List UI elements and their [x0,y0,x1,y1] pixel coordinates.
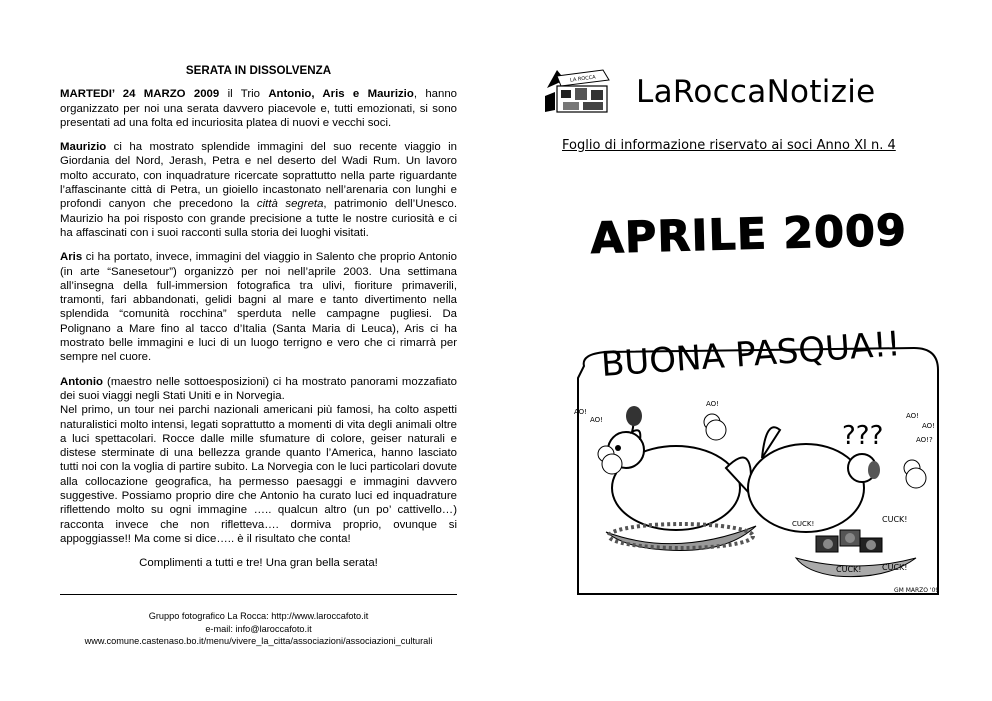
emphasis-italic: città segreta [256,198,324,211]
text-run: ci ha portato, invece, immagini del viaggio in Salento che proprio Antonio (in arte “Sanesetour”) organizzò per noi nell’aprile 2003. Una settimana all’insegna della full-immersion fotografica tra ulivi, fioriture primaverili, tramonti, fari abbandonati, gelidi bagni al mare e tanto divertimento nella splendida “comunità rocchina” sperduta nelle campagne pugliesi. Da Polignano a Mare fino al tacco d’Italia (Santa Maria di Leuca), Aris ci ha mostrato belle immagini e luci di un luogo terrigno e vero che ci rimarrà per sempre nel cuore. [60,251,457,364]
article-column [60,64,457,581]
chick-sound-6: AO!? [916,436,933,444]
text-run: , hanno organizzato per noi una serata davvero piacevole e, tutti emozionati, si sono presentati ad una folta ed incuriosita platea di nuovi e vecchi soci. [60,88,457,129]
article-heading: SERATA IN DISSOLVENZA [185,64,332,77]
chick-sound-5: AO! [922,422,935,430]
question-marks: ??? [842,421,884,451]
paragraph-aris [60,250,457,364]
text-run: (maestro nelle sottoesposizioni) ci ha mostrato panorami mozzafiato dei suoi viaggi negli Stati Uniti e in Norvegia. [60,375,457,402]
paragraph-maurizio [60,140,457,240]
click-sound-4: CUCK! [882,563,908,572]
paragraph-intro [60,87,457,130]
chick-sound-2: AO! [590,416,603,424]
click-sound-2: CUCK! [882,515,908,524]
newsletter-title: LaRoccaNotizie [636,74,876,110]
artist-signature: GM MARZO '09 [894,587,940,594]
footer-email: e-mail: info@laroccafoto.it [205,623,312,634]
emphasis-bold: Antonio, Aris e Maurizio [268,88,414,101]
emphasis-bold: MARTEDI’ 24 MARZO 2009 [60,88,220,101]
text-run: ci ha mostrato splendide immagini del suo recente viaggio in Giordania del Nord, Jerash, Petra e nel deserto del Wadi Rum. Un lavoro molto accurato, con inquadrature ricercate soprattutto nella parte riguardante l’affascinante città di Petra, un gioiello incastonato nell’arenaria con lunghi e profondi canyon che precedono la [60,141,457,211]
click-sound-3: CUCK! [836,565,862,574]
chick-sound-4: AO! [906,412,919,420]
text-run: , patrimonio dell’Unesco. Maurizio ha poi risposto con grande precisione a tutte le nostre curiosità e ci ha affascinati con i suoi racconti sulla storia dei luoghi visitati. [60,198,457,239]
chick-sound-3: AO! [706,400,719,408]
cartoon-greeting: BUONA PASQUA!! [599,324,902,385]
footer-website: Gruppo fotografico La Rocca: http://www.laroccafoto.it [148,611,369,621]
text-run: Nel primo, un tour nei parchi nazionali americani più famosi, ha colto aspetti naturalistici molto intensi, legati soprattutto a momenti di vita degli animali oltre a luci spettacolari. Rocce dalle mille sfumature di colore, geiser naturali e distese sterminate di una bellezza grande quanto l’America, hanno lasciato tutti noi con la voglia di partire subito. La Norvegia con le luci particolari dovute alla collocazione geografica, ha permesso paesaggi e immagini davvero suggestive. Possiamo proprio dire che Antonio ha curato luci ed inquadrature riflettendo molto su ogni immagine ….. qualcun altro (un po’ cattivello…) racconta invece che non rifletteva…. dormiva proprio, ovunque si appoggiasse!! Ma come si dice….. è il risultato che conta! [60,404,457,545]
footer-divider [60,594,457,595]
click-sound-1: CUCK! [792,520,815,528]
text-run: il Trio [219,88,269,101]
newsletter-subtitle: Foglio di informazione riservato ai soci Anno XI n. 4 [562,138,896,153]
logo-text: LA ROCCA [569,74,597,84]
paragraph-antonio [60,375,457,547]
issue-month: APRILE 2009 [590,205,908,264]
easter-cartoon [566,318,950,602]
chick-sound-1: AO! [574,408,587,416]
footer-municipality-url: www.comune.castenaso.bo.it/menu/vivere_la_citta/associazioni/associazioni_culturali [84,636,433,646]
emphasis-bold: Maurizio [60,141,107,154]
emphasis-bold: Aris [60,251,83,264]
emphasis-bold: Antonio [60,375,104,388]
la-rocca-logo [543,66,615,116]
closing-line: Complimenti a tutti e tre! Una gran bella serata! [139,557,378,570]
footer [60,610,457,648]
